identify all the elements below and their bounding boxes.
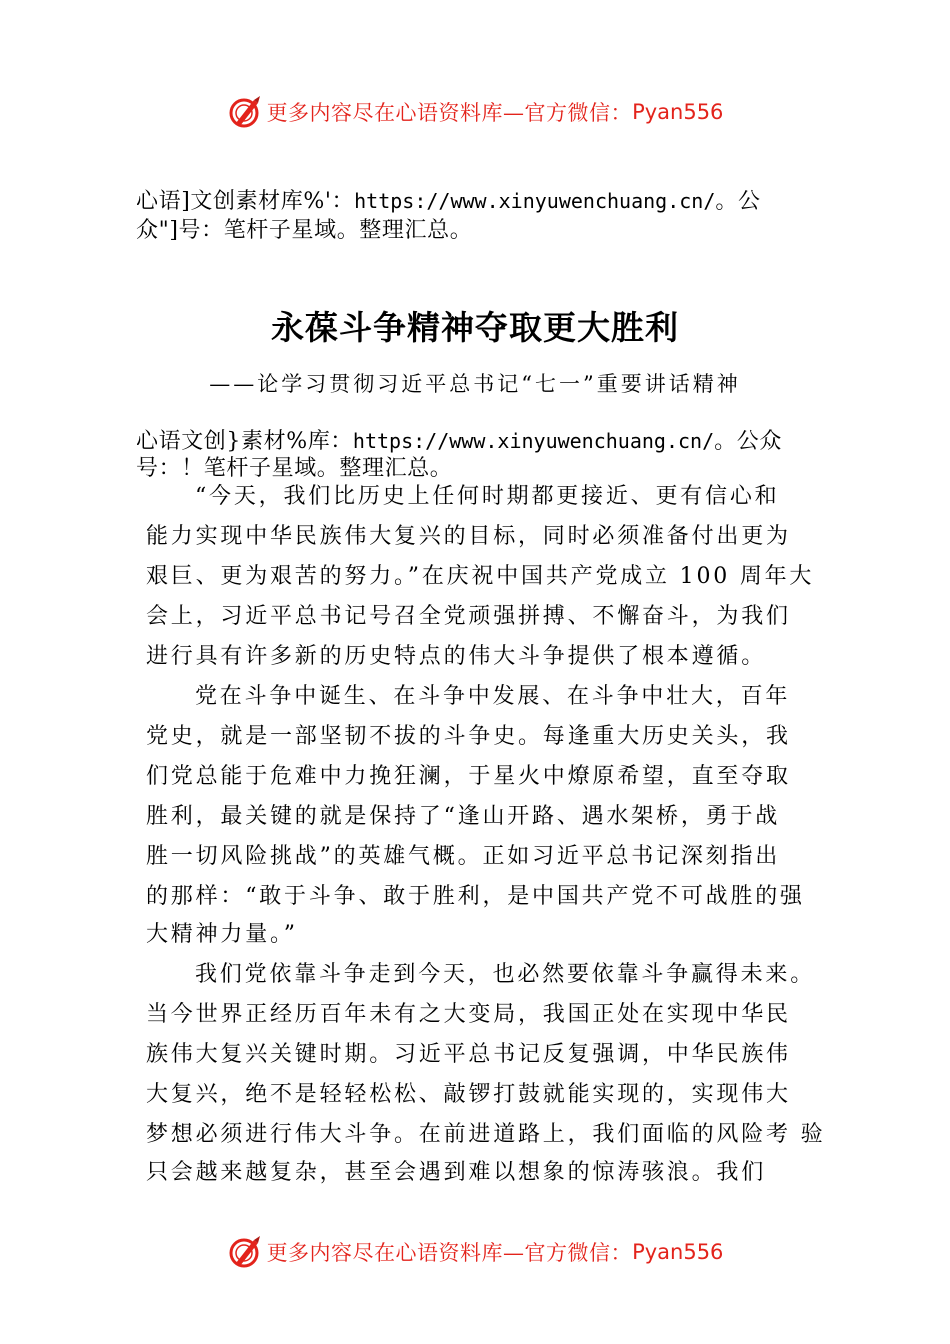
body-line: 会上，习近平总书记号召全党顽强拼搏、不懈奋斗，为我们 xyxy=(146,604,791,629)
body-line: 大复兴，绝不是轻轻松松、敲锣打鼓就能实现的，实现伟大 xyxy=(146,1082,791,1107)
body-line: 党史，就是一部坚韧不拔的斗争史。每逢重大历史关头，我 xyxy=(146,724,791,749)
wechat-id: Pyan556 xyxy=(632,1240,724,1264)
pen-seal-logo-icon xyxy=(227,94,263,130)
body-line: 能力实现中华民族伟大复兴的目标，同时必须准备付出更为 xyxy=(146,524,791,549)
body-line: 族伟大复兴关键时期。习近平总书记反复强调，中华民族伟 xyxy=(146,1042,791,1067)
watermark-link: https://www.xinyuwenchuang.cn/ xyxy=(352,429,715,453)
body-line: 当今世界正经历百年未有之大变局，我国正处在实现中华民 xyxy=(146,1002,791,1027)
body-line: 党在斗争中诞生、在斗争中发展、在斗争中壮大，百年 xyxy=(195,684,791,709)
pen-seal-logo-icon xyxy=(227,1234,263,1270)
watermark-note-line: 众"]号：笔杆子星域。整理汇总。 xyxy=(136,218,473,243)
banner-text: 更多内容尽在心语资料库—官方微信： xyxy=(266,101,633,125)
body-line: 的那样：“敢于斗争、敢于胜利，是中国共产党不可战胜的强 xyxy=(146,884,805,909)
header-banner xyxy=(0,92,950,132)
body-line: 胜一切风险挑战”的英雄气概。正如习近平总书记深刻指出 xyxy=(146,844,781,869)
article-subtitle: ——论学习贯彻习近平总书记“七一”重要讲话精神 xyxy=(209,372,741,396)
body-line: 我们党依靠斗争走到今天，也必然要依靠斗争赢得未来。 xyxy=(195,962,816,987)
body-line: 胜利，最关键的就是保持了“逢山开路、遇水架桥，勇于战 xyxy=(146,804,781,829)
watermark-link: https://www.xinyuwenchuang.cn/ xyxy=(354,189,716,213)
body-line: 梦想必须进行伟大斗争。在前进道路上，我们面临的风险考 验 xyxy=(146,1122,826,1147)
body-line: 大精神力量。” xyxy=(146,922,298,947)
watermark-note-line: 号：！笔杆子星域。整理汇总。 xyxy=(136,456,453,481)
footer-banner xyxy=(0,1232,950,1272)
banner-text: 更多内容尽在心语资料库—官方微信： xyxy=(266,1241,633,1265)
watermark-note-line: 心语]文创素材库%'：https://www.xinyuwenchuang.cn/。公 xyxy=(136,189,761,214)
body-line: 们党总能于危难中力挽狂澜，于星火中燎原希望，直至夺取 xyxy=(146,764,791,789)
body-line: 只会越来越复杂，甚至会遇到难以想象的惊涛骇浪。我们 xyxy=(146,1160,767,1185)
body-line: 艰巨、更为艰苦的努力。”在庆祝中国共产党成立 100 周年大 xyxy=(146,564,815,589)
body-line: “今天，我们比历史上任何时期都更接近、更有信心和 xyxy=(195,484,780,509)
article-title: 永葆斗争精神夺取更大胜利 xyxy=(271,308,679,347)
wechat-id: Pyan556 xyxy=(632,100,724,124)
watermark-note-line: 心语文创}素材%库：https://www.xinyuwenchuang.cn/。公众 xyxy=(136,429,782,454)
body-line: 进行具有许多新的历史特点的伟大斗争提供了根本遵循。 xyxy=(146,644,767,669)
